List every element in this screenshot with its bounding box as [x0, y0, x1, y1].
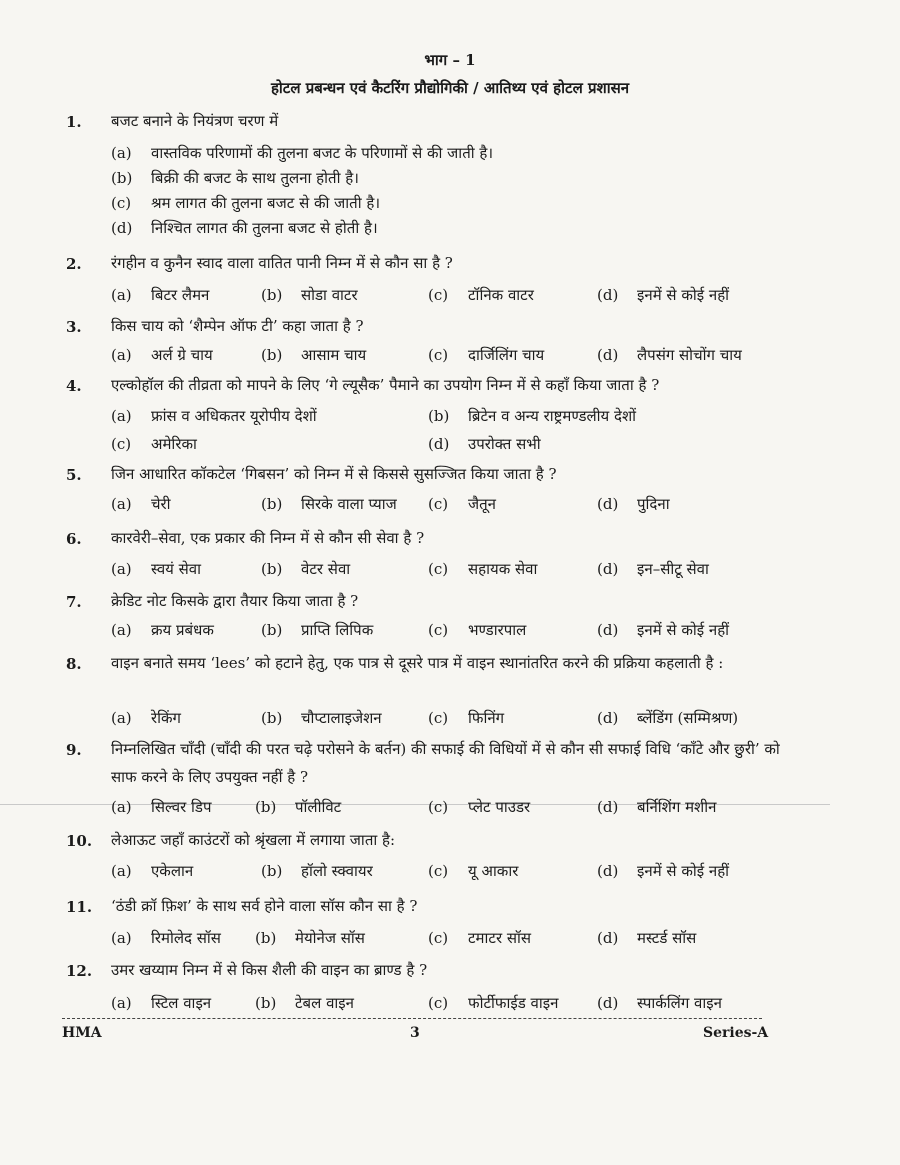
answer-option: [111, 285, 209, 305]
answer-option: [111, 494, 171, 514]
answer-option: [111, 345, 213, 365]
question-number: 7.: [66, 593, 82, 611]
option-text: एकेलान: [151, 862, 194, 880]
option-text: बिक्री की बजट के साथ तुलना होती है।: [151, 169, 359, 187]
answer-option: [261, 559, 350, 579]
option-label: (b): [261, 346, 283, 364]
answer-option: [597, 797, 716, 817]
option-label: (c): [428, 929, 449, 947]
option-text: अर्ल ग्रे चाय: [151, 346, 213, 364]
answer-option: [428, 559, 537, 579]
option-text: बिटर लैमन: [151, 286, 210, 304]
answer-option: [597, 559, 709, 579]
question-text: ‘ठंडी क्रॉ फ़िश’ के साथ सर्व होने वाला सॉस कौन सा है ?: [111, 897, 418, 915]
answer-option: [111, 928, 221, 948]
answer-option: [111, 620, 214, 640]
option-text: प्लेट पाउडर: [468, 798, 531, 816]
option-label: (c): [428, 862, 449, 880]
option-text: चेरी: [151, 495, 171, 513]
question-number: 9.: [66, 741, 82, 759]
option-label: (a): [111, 144, 132, 162]
option-label: (b): [255, 994, 277, 1012]
answer-option: [111, 218, 378, 238]
option-label: (b): [111, 169, 133, 187]
question-text: कारवेरी–सेवा, एक प्रकार की निम्न में से कौन सी सेवा है ?: [111, 529, 425, 547]
option-text: इन–सीटू सेवा: [637, 560, 709, 578]
option-text: यू आकार: [468, 862, 519, 880]
option-label: (a): [111, 560, 132, 578]
option-label: (d): [597, 286, 619, 304]
option-text: चौप्टालाइजेशन: [301, 709, 382, 727]
option-text: सिरके वाला प्याज: [301, 495, 397, 513]
option-text: मस्टर्ड सॉस: [637, 929, 697, 947]
option-text: फोर्टीफाईड वाइन: [468, 994, 559, 1012]
option-text: फ्रांस व अधिकतर यूरोपीय देशों: [151, 407, 317, 425]
option-text: टेबल वाइन: [295, 994, 354, 1012]
part-heading: भाग – 1: [424, 51, 476, 69]
answer-option: [428, 797, 530, 817]
answer-option: [597, 708, 738, 728]
answer-option: [597, 861, 729, 881]
option-label: (a): [111, 346, 132, 364]
answer-option: [111, 434, 197, 454]
option-label: (b): [255, 929, 277, 947]
option-text: ब्रिटेन व अन्य राष्ट्रमण्डलीय देशों: [468, 407, 637, 425]
answer-option: [111, 797, 211, 817]
series-label: Series-A: [703, 1025, 769, 1041]
answer-option: [428, 861, 518, 881]
answer-option: [428, 406, 636, 426]
answer-option: [597, 285, 729, 305]
option-label: (d): [597, 994, 619, 1012]
option-text: लैपसंग सोचोंग चाय: [637, 346, 742, 364]
option-label: (a): [111, 495, 132, 513]
option-label: (b): [261, 862, 283, 880]
option-label: (d): [428, 435, 450, 453]
answer-option: [255, 928, 365, 948]
option-text: श्रम लागत की तुलना बजट से की जाती है।: [151, 194, 381, 212]
answer-option: [428, 434, 541, 454]
option-text: जैतून: [468, 495, 497, 513]
option-text: सहायक सेवा: [468, 560, 538, 578]
option-label: (a): [111, 798, 132, 816]
answer-option: [261, 285, 358, 305]
option-label: (c): [428, 346, 449, 364]
answer-option: [428, 345, 544, 365]
option-label: (d): [597, 862, 619, 880]
option-text: आसाम चाय: [301, 346, 367, 364]
subject-heading: होटल प्रबन्धन एवं कैटरिंग प्रौद्योगिकी / आतिथ्य एवं होटल प्रशासन: [270, 79, 630, 97]
option-label: (d): [597, 929, 619, 947]
option-text: दार्जिलिंग चाय: [468, 346, 545, 364]
option-text: टमाटर सॉस: [468, 929, 532, 947]
question-number: 4.: [66, 377, 82, 395]
option-label: (c): [428, 495, 449, 513]
question-number: 1.: [66, 113, 82, 131]
option-text: रिमोलेद सॉस: [151, 929, 221, 947]
question-text: रंगहीन व कुनैन स्वाद वाला वातित पानी निम्न में से कौन सा है ?: [111, 254, 453, 272]
option-label: (d): [597, 798, 619, 816]
option-label: (d): [111, 219, 133, 237]
answer-option: [428, 928, 531, 948]
option-text: इनमें से कोई नहीं: [637, 862, 730, 880]
question-number: 10.: [66, 832, 93, 850]
question-number: 6.: [66, 530, 82, 548]
option-label: (b): [255, 798, 277, 816]
option-label: (d): [597, 495, 619, 513]
option-text: बर्निशिंग मशीन: [637, 798, 717, 816]
option-label: (b): [261, 495, 283, 513]
option-label: (b): [261, 621, 283, 639]
question-number: 11.: [66, 898, 93, 916]
answer-option: [597, 928, 696, 948]
option-label: (a): [111, 709, 132, 727]
option-label: (b): [261, 560, 283, 578]
option-label: (c): [428, 286, 449, 304]
option-text: अमेरिका: [151, 435, 197, 453]
option-label: (c): [111, 194, 132, 212]
option-label: (d): [597, 621, 619, 639]
option-text: उपरोक्त सभी: [468, 435, 541, 453]
option-text: इनमें से कोई नहीं: [637, 621, 730, 639]
option-label: (d): [597, 346, 619, 364]
answer-option: [111, 143, 493, 163]
answer-option: [111, 406, 317, 426]
answer-option: [428, 494, 496, 514]
option-text: पुदिना: [637, 495, 670, 513]
option-text: सोडा वाटर: [301, 286, 358, 304]
answer-option: [111, 708, 181, 728]
answer-option: [261, 708, 382, 728]
answer-option: [111, 861, 193, 881]
option-text: वेटर सेवा: [301, 560, 351, 578]
option-label: (c): [428, 560, 449, 578]
option-text: इनमें से कोई नहीं: [637, 286, 730, 304]
paper-code: HMA: [62, 1025, 102, 1041]
question-text: निम्नलिखित चाँदी (चाँदी की परत चढ़े परोसने के बर्तन) की सफाई की विधियों में से कौन सी सफाई विधि ‘काँटे और छुरी’ को साफ करने के लिए उपयुक्त नहीं है ?: [111, 740, 780, 786]
question-number: 5.: [66, 466, 82, 484]
question-text: जिन आधारित कॉकटेल ‘गिबसन’ को निम्न में से किससे सुसज्जित किया जाता है ?: [111, 465, 557, 483]
question-text: बजट बनाने के नियंत्रण चरण में: [111, 112, 279, 130]
option-label: (c): [111, 435, 132, 453]
question-number: 3.: [66, 318, 82, 336]
option-label: (c): [428, 798, 449, 816]
question-number: 12.: [66, 962, 93, 980]
option-text: सिल्वर डिप: [151, 798, 212, 816]
answer-option: [428, 993, 558, 1013]
option-text: हॉलो स्क्वायर: [301, 862, 373, 880]
answer-option: [597, 345, 742, 365]
option-text: मेयोनेज सॉस: [295, 929, 365, 947]
answer-option: [255, 993, 354, 1013]
answer-option: [428, 708, 504, 728]
answer-option: [111, 559, 201, 579]
footer-divider: [62, 1018, 762, 1019]
question-number: 8.: [66, 655, 82, 673]
option-text: क्रय प्रबंधक: [151, 621, 214, 639]
option-text: रेकिंग: [151, 709, 181, 727]
option-label: (a): [111, 407, 132, 425]
question-text: किस चाय को ‘शैम्पेन ऑफ टी’ कहा जाता है ?: [111, 317, 364, 335]
option-text: फिनिंग: [468, 709, 505, 727]
answer-option: [261, 620, 373, 640]
question-text: एल्कोहॉल की तीव्रता को मापने के लिए ‘गे ल्यूसैक’ पैमाने का उपयोग निम्न में से कहाँ किया जाता है ?: [111, 376, 660, 394]
option-label: (a): [111, 929, 132, 947]
option-label: (c): [428, 709, 449, 727]
answer-option: [111, 168, 359, 188]
answer-option: [428, 285, 534, 305]
option-label: (b): [261, 709, 283, 727]
option-label: (c): [428, 994, 449, 1012]
answer-option: [261, 861, 373, 881]
answer-option: [428, 620, 526, 640]
answer-option: [597, 993, 722, 1013]
question-text: वाइन बनाते समय ‘lees’ को हटाने हेतु, एक पात्र से दूसरे पात्र में वाइन स्थानांतरित करने की प्रक्रिया कहलाती है :: [111, 654, 724, 672]
answer-option: [261, 345, 366, 365]
answer-option: [597, 620, 729, 640]
option-text: स्टिल वाइन: [151, 994, 212, 1012]
option-label: (a): [111, 286, 132, 304]
answer-option: [111, 193, 380, 213]
answer-option: [597, 494, 670, 514]
option-text: पॉलीविट: [295, 798, 342, 816]
option-text: प्राप्ति लिपिक: [301, 621, 374, 639]
answer-option: [261, 494, 397, 514]
option-text: ब्लेंडिंग (सम्मिश्रण): [637, 709, 739, 727]
question-text: लेआऊट जहाँ काउंटरों को श्रृंखला में लगाया जाता है:: [111, 831, 396, 849]
option-text: टॉनिक वाटर: [468, 286, 534, 304]
option-text: स्वयं सेवा: [151, 560, 202, 578]
option-label: (a): [111, 621, 132, 639]
answer-option: [255, 797, 341, 817]
option-text: वास्तविक परिणामों की तुलना बजट के परिणामों से की जाती है।: [151, 144, 494, 162]
option-text: भण्डारपाल: [468, 621, 527, 639]
question-text: क्रेडिट नोट किसके द्वारा तैयार किया जाता है ?: [111, 592, 359, 610]
option-text: निश्चित लागत की तुलना बजट से होती है।: [151, 219, 378, 237]
option-label: (a): [111, 862, 132, 880]
option-label: (b): [428, 407, 450, 425]
option-text: स्पार्कलिंग वाइन: [637, 994, 722, 1012]
option-label: (d): [597, 560, 619, 578]
option-label: (d): [597, 709, 619, 727]
option-label: (b): [261, 286, 283, 304]
question-number: 2.: [66, 255, 82, 273]
question-text: उमर खय्याम निम्न में से किस शैली की वाइन का ब्राण्ड है ?: [111, 961, 428, 979]
option-label: (c): [428, 621, 449, 639]
answer-option: [111, 993, 211, 1013]
page-number: 3: [410, 1025, 420, 1041]
option-label: (a): [111, 994, 132, 1012]
